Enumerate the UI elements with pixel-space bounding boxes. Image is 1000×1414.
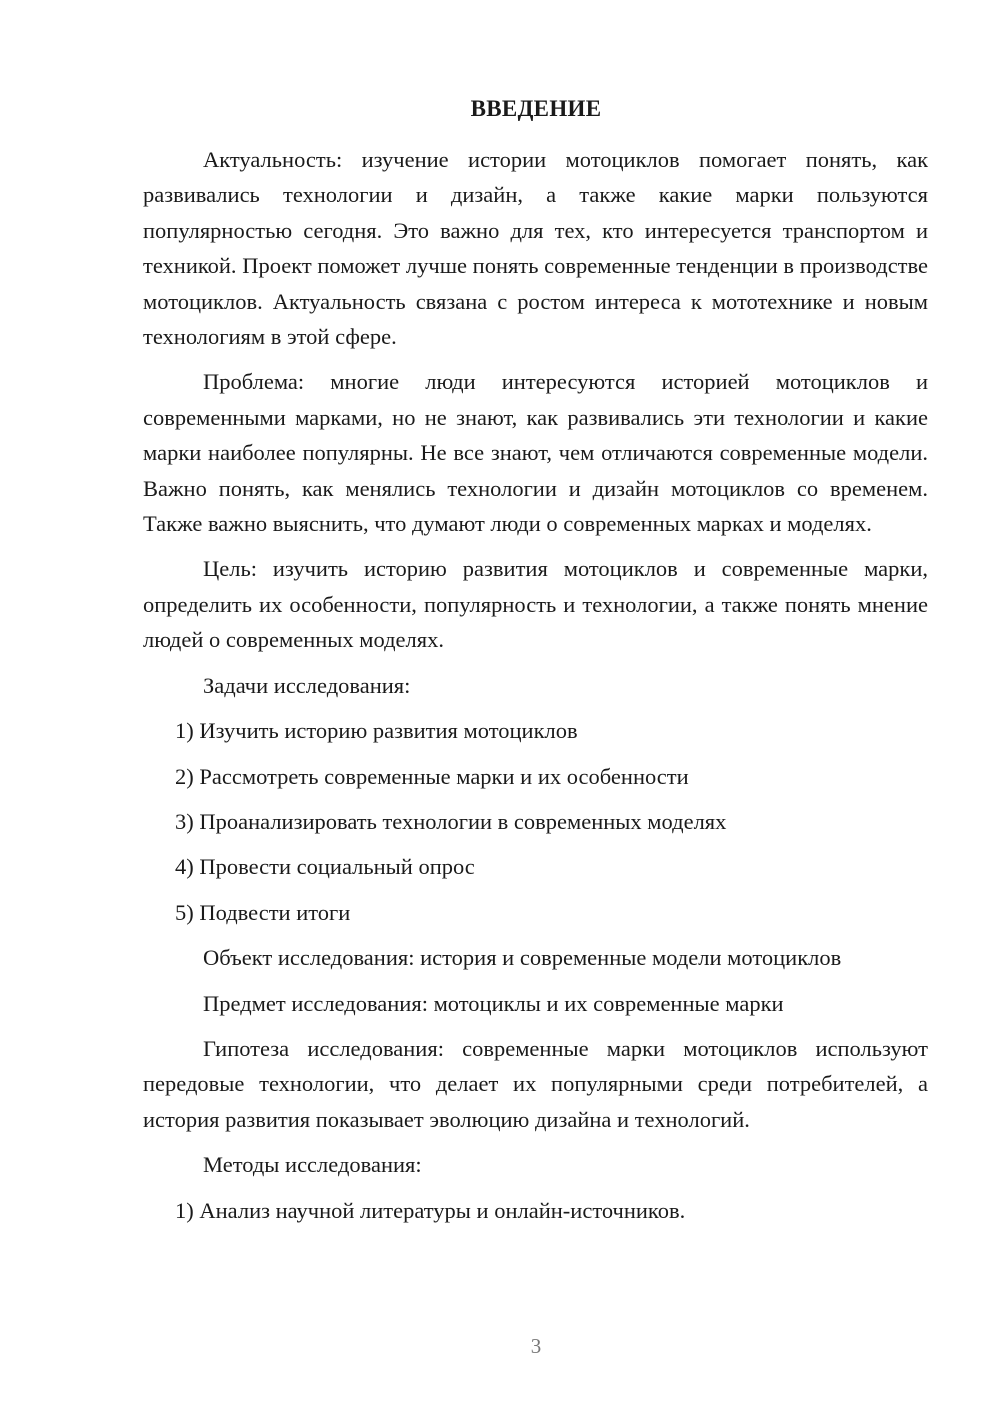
task-item-2: 2) Рассмотреть современные марки и их особенности (175, 763, 689, 789)
method-item-1: 1) Анализ научной литературы и онлайн-источников. (175, 1197, 686, 1223)
task-item-5: 5) Подвести итоги (175, 899, 351, 925)
hypothesis-paragraph: Гипотеза исследования: современные марки мотоциклов используют передовые технологии, что делает их популярными среди потребителей, а история развития показывает эволюцию дизайна и технологий. (143, 1035, 928, 1132)
page-number: 3 (530, 1334, 542, 1358)
goal-paragraph: Цель: изучить историю развития мотоциклов и современные марки, определить их особенности, популярность и технологии, а также понять мнение людей о современных моделях. (143, 556, 928, 653)
task-item-1: 1) Изучить историю развития мотоциклов (175, 718, 578, 744)
page-title: ВВЕДЕНИЕ (470, 96, 602, 121)
relevance-paragraph: Актуальность: изучение истории мотоциклов помогает понять, как развивались технологии и дизайн, а также какие марки пользуются популярностью сегодня. Это важно для тех, кто интересуется транспортом и техникой. Проект поможет лучше понять современные тенденции в производстве мотоциклов. Актуальность связана с ростом интереса к мототехнике и новым технологиям в этой сфере. (143, 147, 928, 350)
task-item-4: 4) Провести социальный опрос (175, 854, 475, 880)
problem-paragraph: Проблема: многие люди интересуются историей мотоциклов и современными марками, но не знают, как развивались эти технологии и какие марки наиболее популярны. Не все знают, чем отличаются современные модели. Важно понять, как менялись технологии и дизайн мотоциклов со временем. Также важно выяснить, что думают люди о современных марках и моделях. (143, 369, 928, 537)
document-body (143, 142, 928, 1228)
research-subject: Предмет исследования: мотоциклы и их современные марки (203, 990, 784, 1016)
research-object: Объект исследования: история и современные модели мотоциклов (203, 945, 842, 971)
methods-heading: Методы исследования: (203, 1152, 422, 1178)
tasks-heading: Задачи исследования: (203, 672, 411, 698)
task-item-3: 3) Проанализировать технологии в современных моделях (175, 808, 727, 834)
